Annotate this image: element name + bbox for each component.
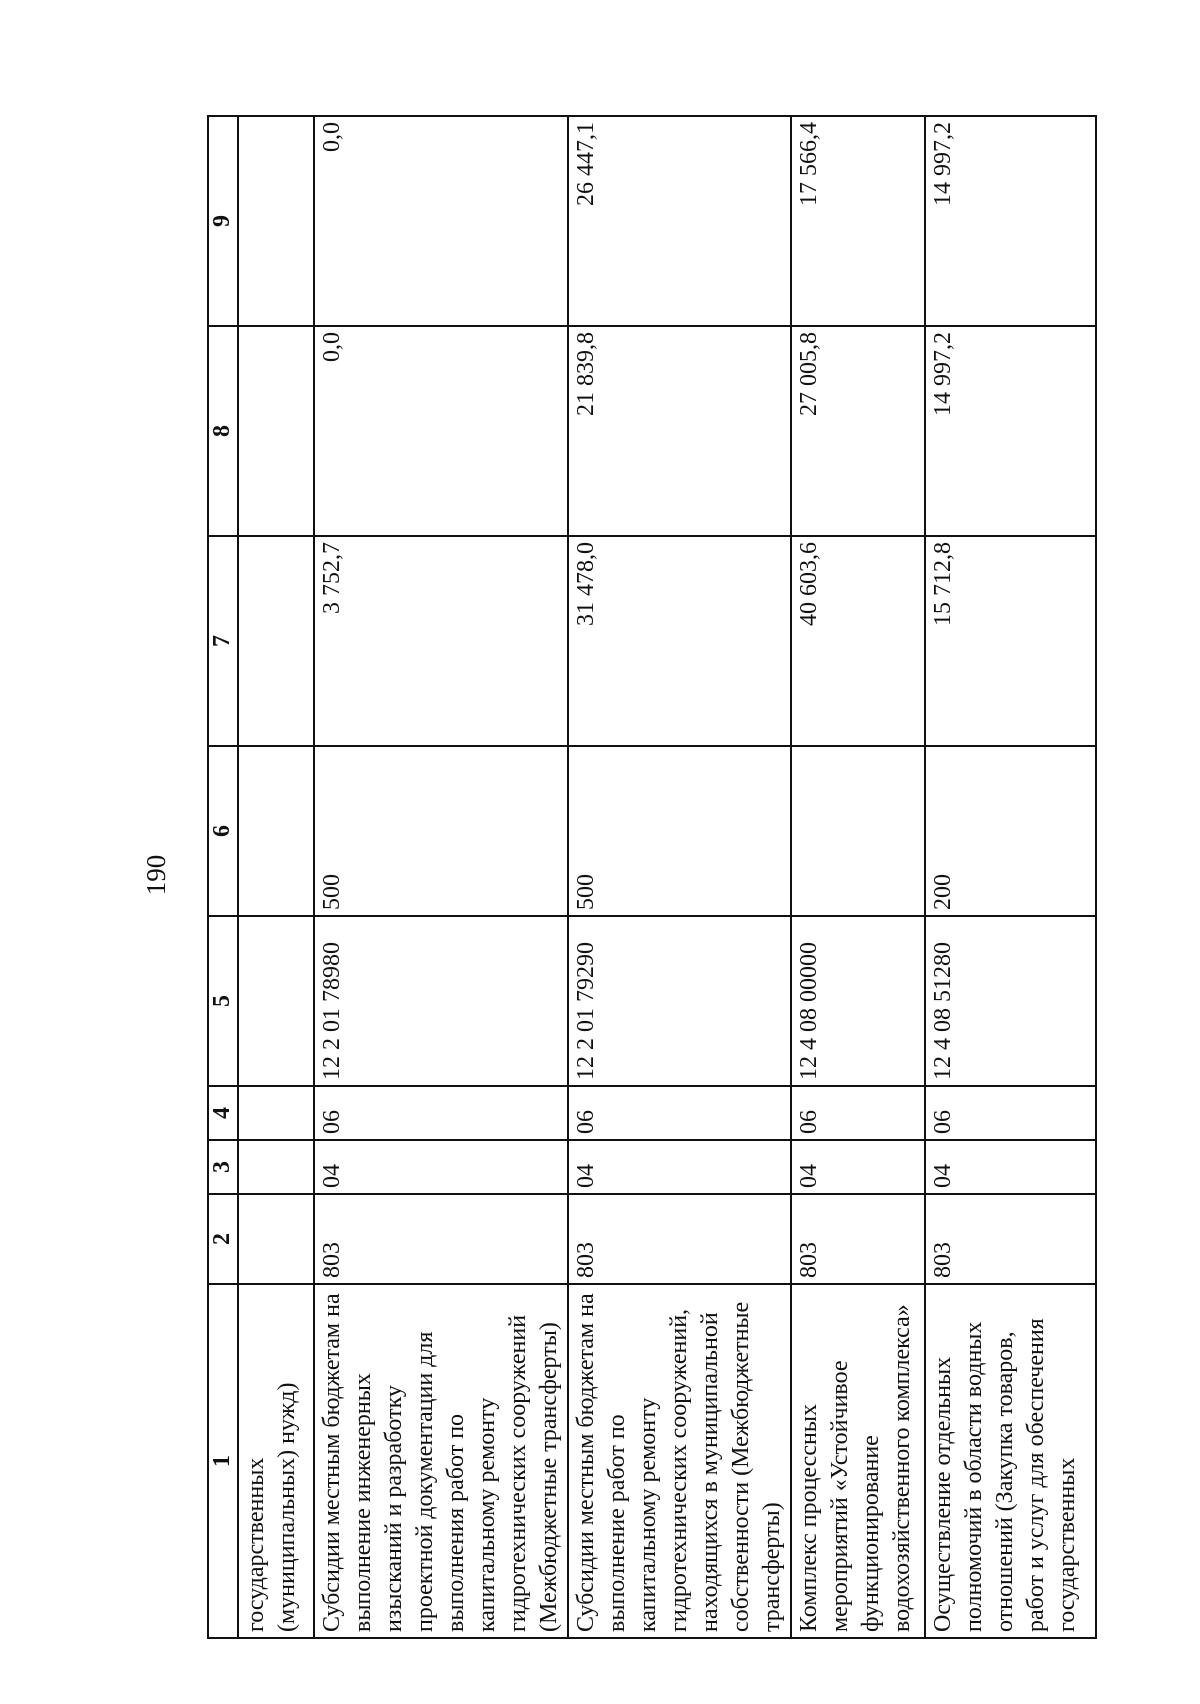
cell-subsection: 06 — [925, 1086, 1096, 1140]
cell-amount-7: 31 478,0 — [568, 536, 791, 746]
row-name: Осуществление отдельных полномочий в области водных отношений (Закупка товаров, работ и услуг для обеспечения государственных — [925, 1284, 1096, 1638]
cell-admin-code: 803 — [314, 1194, 568, 1284]
header-col-6: 6 — [208, 746, 238, 916]
table-row — [791, 116, 925, 1638]
cell-amount-8 — [238, 326, 314, 536]
budget-table-rotated — [207, 117, 1097, 1639]
header-col-7: 7 — [208, 536, 238, 746]
cell-target-article: 12 2 01 79290 — [568, 916, 791, 1086]
cell-expense-type — [791, 746, 925, 916]
header-col-2: 2 — [208, 1194, 238, 1284]
header-row — [208, 116, 238, 1638]
cell-subsection: 06 — [568, 1086, 791, 1140]
cell-subsection: 06 — [314, 1086, 568, 1140]
cell-amount-8: 27 005,8 — [791, 326, 925, 536]
header-col-1: 1 — [208, 1284, 238, 1638]
cell-amount-9: 14 997,2 — [925, 116, 1096, 326]
cell-section: 04 — [791, 1140, 925, 1194]
cell-expense-type: 200 — [925, 746, 1096, 916]
budget-table — [207, 115, 1097, 1639]
cell-section: 04 — [925, 1140, 1096, 1194]
table-row — [568, 116, 791, 1638]
cell-admin-code: 803 — [568, 1194, 791, 1284]
table-row — [238, 116, 314, 1638]
cell-admin-code — [238, 1194, 314, 1284]
cell-target-article: 12 4 08 51280 — [925, 916, 1096, 1086]
cell-target-article — [238, 916, 314, 1086]
table-row — [314, 116, 568, 1638]
cell-target-article: 12 4 08 00000 — [791, 916, 925, 1086]
cell-section — [238, 1140, 314, 1194]
cell-amount-8: 21 839,8 — [568, 326, 791, 536]
cell-amount-7: 40 603,6 — [791, 536, 925, 746]
header-col-3: 3 — [208, 1140, 238, 1194]
cell-admin-code: 803 — [791, 1194, 925, 1284]
cell-amount-9: 17 566,4 — [791, 116, 925, 326]
header-col-9: 9 — [208, 116, 238, 326]
cell-amount-7 — [238, 536, 314, 746]
cell-amount-9: 0,0 — [314, 116, 568, 326]
table-row — [925, 116, 1096, 1638]
cell-admin-code: 803 — [925, 1194, 1096, 1284]
cell-amount-9 — [238, 116, 314, 326]
header-col-8: 8 — [208, 326, 238, 536]
cell-section: 04 — [314, 1140, 568, 1194]
row-name: Субсидии местным бюджетам на выполнение инженерных изысканий и разработку проектной документации для выполнения работ по капитальному ремонту гидротехнических сооружений (Межбюджетные трансферты) — [314, 1284, 568, 1638]
cell-section: 04 — [568, 1140, 791, 1194]
row-name: Комплекс процессных мероприятий «Устойчивое функционирование водохозяйственного комплекса» — [791, 1284, 925, 1638]
cell-subsection: 06 — [791, 1086, 925, 1140]
cell-amount-7: 15 712,8 — [925, 536, 1096, 746]
cell-amount-7: 3 752,7 — [314, 536, 568, 746]
header-col-4: 4 — [208, 1086, 238, 1140]
cell-subsection — [238, 1086, 314, 1140]
page-number: 190 — [141, 854, 171, 896]
cell-amount-8: 14 997,2 — [925, 326, 1096, 536]
cell-expense-type — [238, 746, 314, 916]
cell-amount-8: 0,0 — [314, 326, 568, 536]
cell-amount-9: 26 447,1 — [568, 116, 791, 326]
cell-expense-type: 500 — [568, 746, 791, 916]
cell-target-article: 12 2 01 78980 — [314, 916, 568, 1086]
row-name: государственных (муниципальных) нужд) — [238, 1284, 314, 1638]
header-col-5: 5 — [208, 916, 238, 1086]
cell-expense-type: 500 — [314, 746, 568, 916]
row-name: Субсидии местным бюджетам на выполнение работ по капитальному ремонту гидротехнических сооружений, находящихся в муниципальной собственности (Межбюджетные трансферты) — [568, 1284, 791, 1638]
